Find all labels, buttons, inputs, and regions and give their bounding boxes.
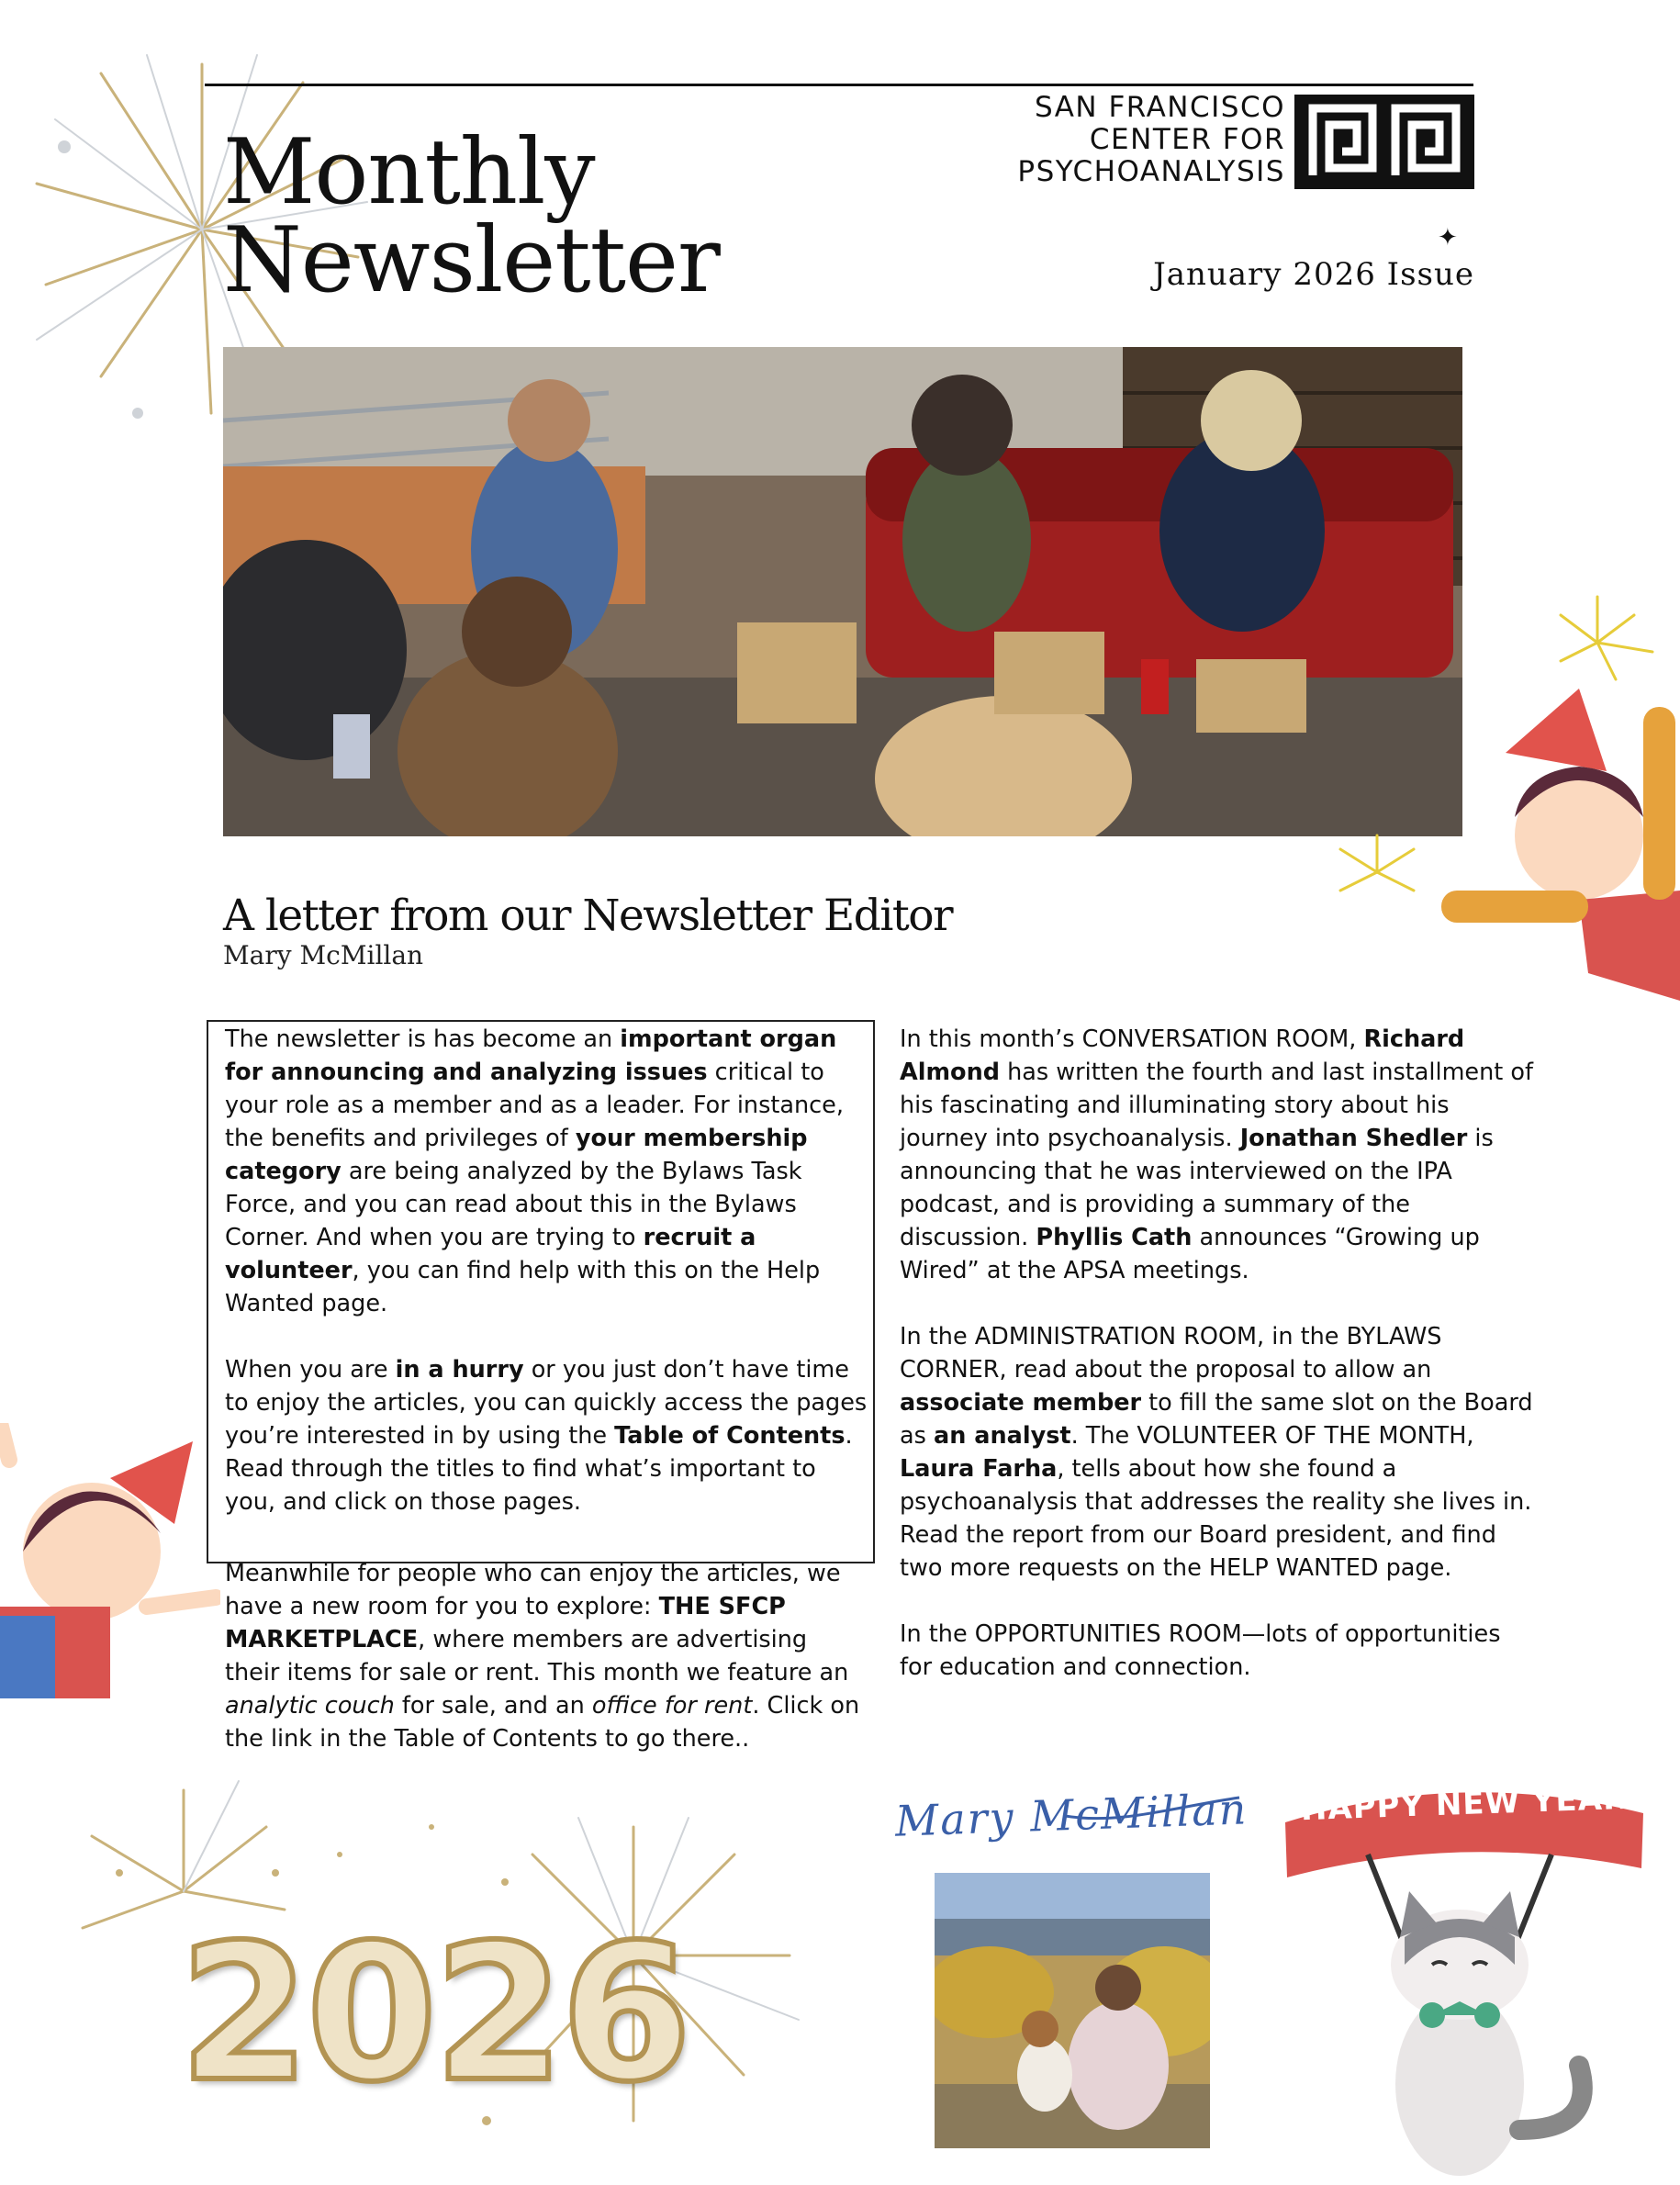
happy-new-year-text: HAPPY NEW YEAR (1300, 1779, 1629, 1829)
bold-phrase: associate member (900, 1389, 1142, 1417)
text-run: When you are (225, 1356, 396, 1384)
text-run: are being analyzed by the Bylaws Task Force, and you can read about this in the Bylaws Corner. And when you are trying to (225, 1158, 802, 1251)
year-2026-graphic: 2026 (179, 1905, 689, 2123)
italic-phrase: analytic couch (225, 1692, 395, 1720)
cat-mascot-icon (1304, 1827, 1616, 2185)
bold-phrase: Table of Contents (614, 1422, 846, 1450)
top-rule (205, 84, 1473, 86)
text-run: for sale, and an (394, 1692, 592, 1720)
bold-phrase: in a hurry (395, 1356, 524, 1384)
text-run: Meanwhile for people who can enjoy the articles, we have a new room for you to explore: (225, 1560, 841, 1620)
paragraph (225, 1557, 868, 1755)
bold-phrase: Phyllis Cath (1036, 1224, 1193, 1251)
text-run: has written the fourth and last installment of his fascinating and illuminating story about his journey into psychoanalysis. (900, 1059, 1533, 1152)
org-name (982, 92, 1285, 188)
sparkle-icon: ✦ (1438, 224, 1458, 252)
sfcp-logo-icon (1294, 95, 1474, 189)
text-run: critical to your role as a member and as a leader. For instance, the benefits and privileges of (225, 1059, 844, 1152)
issue-date: January 2026 Issue (1153, 256, 1474, 293)
right-column (900, 1023, 1533, 1717)
org-line-1: SAN FRANCISCO (1034, 91, 1285, 124)
title-line-1: Monthly (223, 120, 595, 225)
paragraph (225, 1353, 868, 1518)
text-run: , you can find help with this on the Help Wanted page. (225, 1257, 821, 1317)
paragraph (900, 1320, 1533, 1585)
text-run: , tells about how she found a psychoanalysis that addresses the reality she lives in. Read the report from our Board president, and find two more requests on the HELP WANTED page. (900, 1455, 1532, 1582)
bold-phrase: important organ for announcing and analyzing issues (225, 1025, 837, 1086)
org-line-2: CENTER FOR (1089, 123, 1285, 156)
editor-signature: Mary McMillan (894, 1784, 1249, 1846)
group-meeting-photo (223, 347, 1462, 836)
signature-swash-icon (1065, 1788, 1249, 1825)
bold-phrase: an analyst (934, 1422, 1071, 1450)
text-run: or you just don’t have time to enjoy the articles, you can quickly access the pages you’re interested in by using the (225, 1356, 868, 1450)
title-line-2: Newsletter (223, 208, 720, 313)
kid-with-party-hat-icon (0, 1423, 220, 1698)
left-column (225, 1023, 868, 1788)
bold-phrase: Laura Farha (900, 1455, 1058, 1483)
text-run: . The VOLUNTEER OF THE MONTH, (1070, 1422, 1474, 1450)
text-run: . Read through the titles to find what’s important to you, and click on those pages. (225, 1422, 853, 1516)
bold-phrase: Richard Almond (900, 1025, 1465, 1086)
text-run: In this month’s CONVERSATION ROOM, (900, 1025, 1364, 1053)
bold-phrase: your membership category (225, 1125, 808, 1185)
paragraph (900, 1023, 1533, 1287)
org-line-3: PSYCHOANALYSIS (1017, 155, 1285, 188)
page-title (223, 120, 720, 313)
text-run: is announcing that he was interviewed on the IPA podcast, and is providing a summary of the discussion. (900, 1125, 1494, 1251)
paragraph (900, 1618, 1533, 1684)
bold-phrase: THE SFCP MARKETPLACE (225, 1593, 786, 1653)
text-run: . Click on the link in the Table of Contents to go there.. (225, 1692, 860, 1753)
text-run: to fill the same slot on the Board as (900, 1389, 1533, 1450)
letter-heading: A letter from our Newsletter Editor (223, 891, 953, 941)
paragraph (225, 1023, 868, 1320)
italic-phrase: office for rent (591, 1692, 753, 1720)
bold-phrase: Jonathan Shedler (1239, 1125, 1468, 1152)
editor-photo (935, 1873, 1210, 2148)
letter-author: Mary McMillan (223, 940, 424, 970)
text-run: In the ADMINISTRATION ROOM, in the BYLAWS CORNER, read about the proposal to allow an (900, 1323, 1442, 1384)
text-run: announces “Growing up Wired” at the APSA meetings. (900, 1224, 1480, 1284)
text-run: , where members are advertising their items for sale or rent. This month we feature an (225, 1626, 849, 1686)
bold-phrase: recruit a volunteer (225, 1224, 756, 1284)
text-run: In the OPPORTUNITIES ROOM—lots of opportunities for education and connection. (900, 1620, 1501, 1681)
text-run: The newsletter is has become an (225, 1025, 621, 1053)
kid-with-sparkler-icon (1304, 588, 1680, 1001)
